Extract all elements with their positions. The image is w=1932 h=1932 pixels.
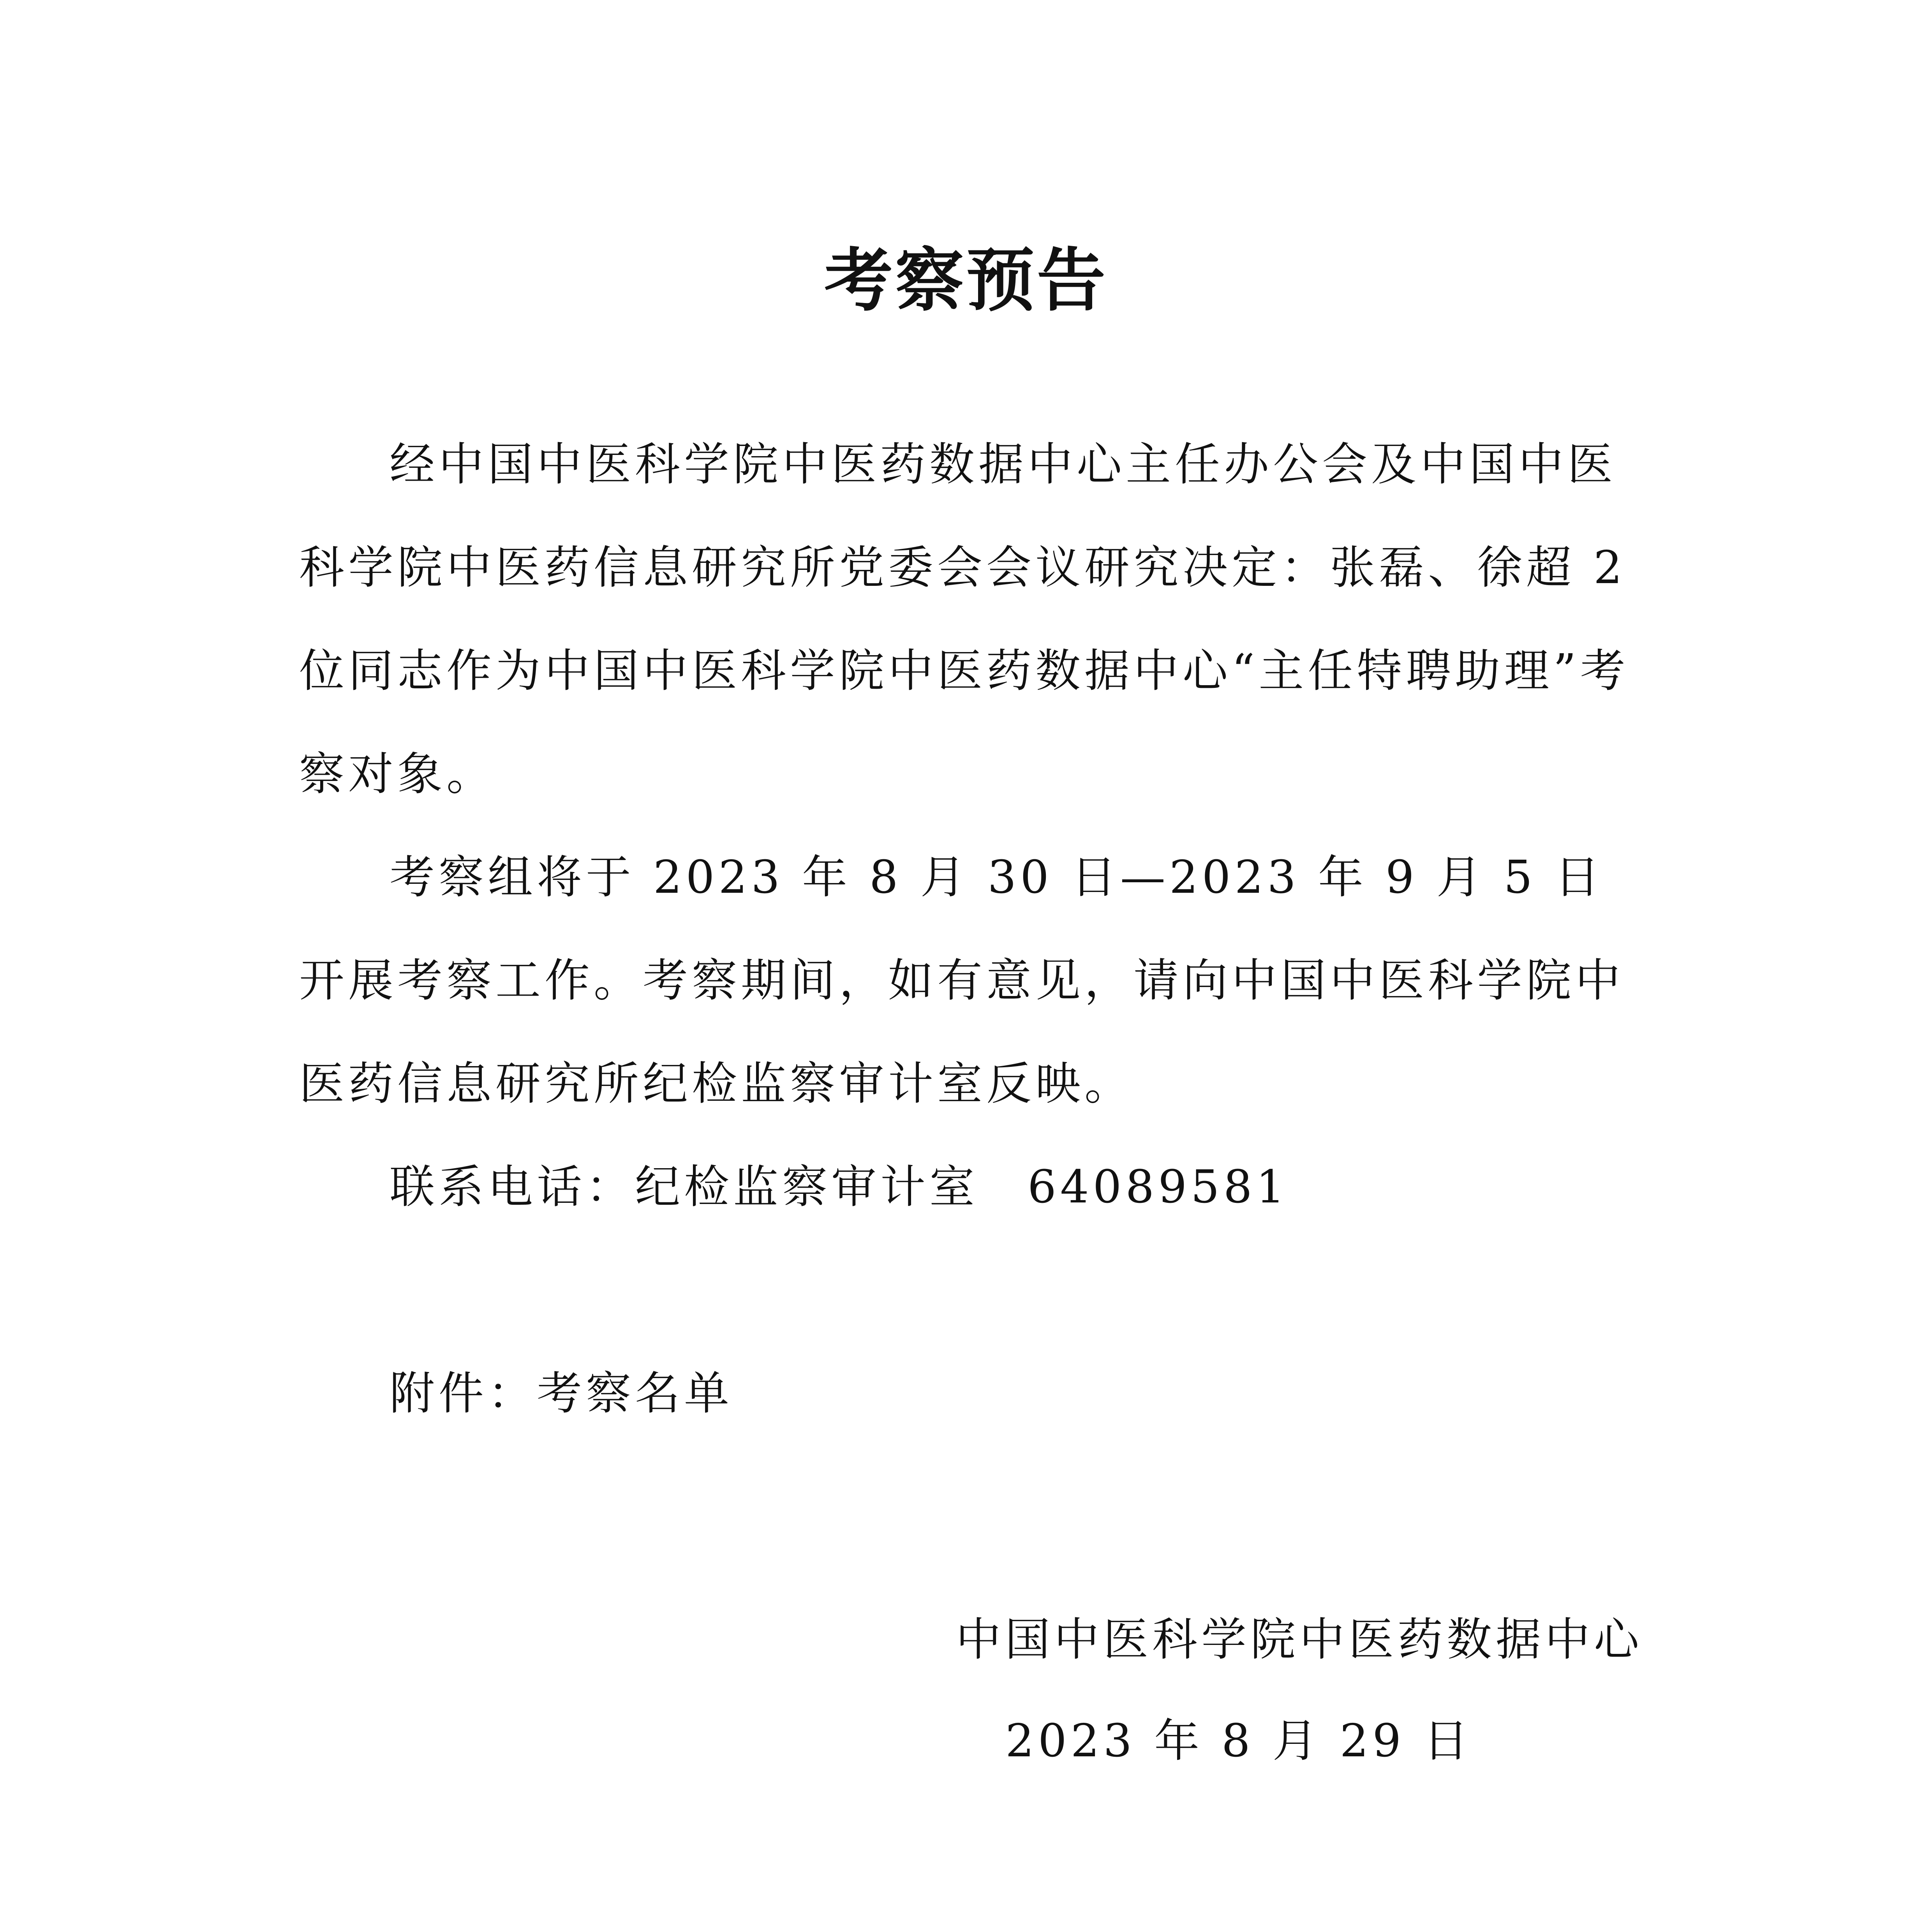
document-title: 考察预告: [824, 240, 1108, 321]
paragraph-decision: 经中国中医科学院中医药数据中心主任办公会及中国中医科学院中医药信息研究所党委会会议研究决定：张磊、徐超 2 位同志作为中国中医科学院中医药数据中心“主任特聘助理”考察对象。: [299, 438, 1629, 800]
signature-organization: 中国中医科学院中医药数据中心: [956, 1613, 1643, 1666]
paragraph-schedule: 考察组将于 2023 年 8 月 30 日—2023 年 9 月 5 日开展考察工作。考察期间，如有意见，请向中国中医科学院中医药信息研究所纪检监察审计室反映。: [299, 851, 1624, 1110]
attachment-line: 附件：考察名单: [390, 1367, 733, 1420]
document-body: [299, 413, 1643, 1445]
contact-line: 联系电话：纪检监察审计室 64089581: [390, 1161, 1289, 1213]
signature-date: 2023 年 8 月 29 日: [1005, 1715, 1472, 1767]
